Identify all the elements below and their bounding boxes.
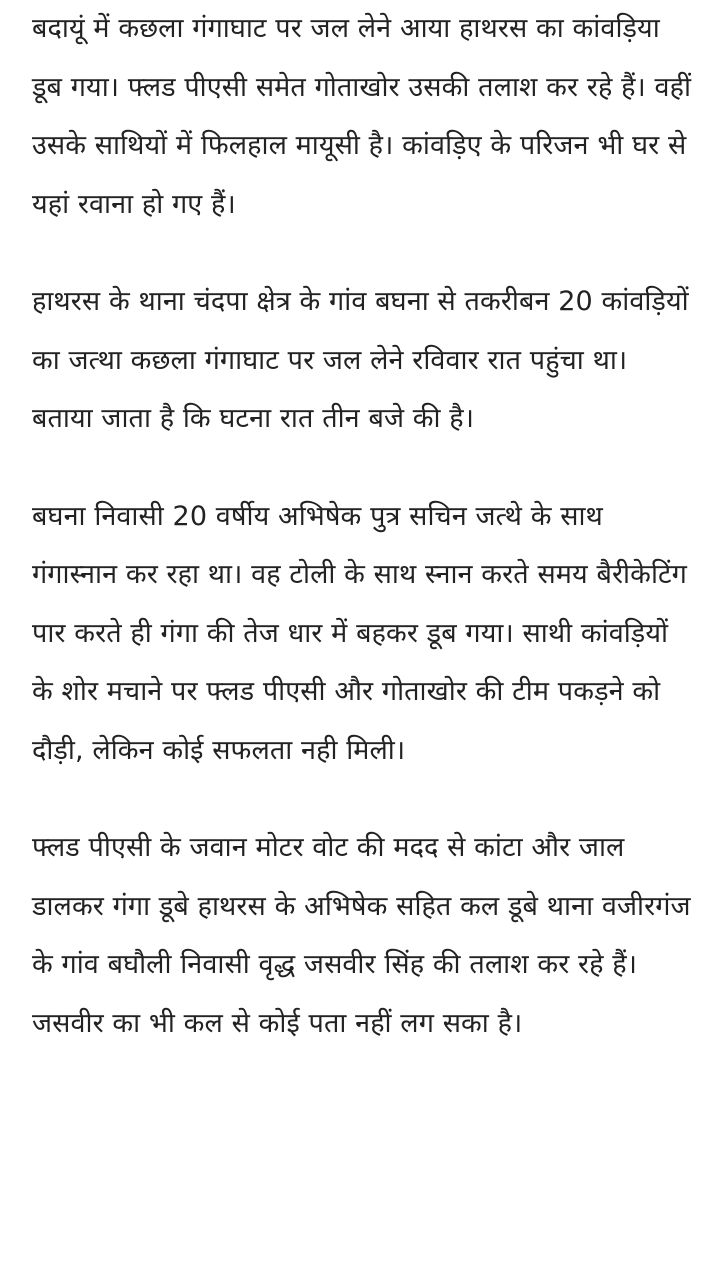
article-paragraph-2: हाथरस के थाना चंदपा क्षेत्र के गांव बघना से तकरीबन 20 कांवड़ियों का जत्था कछला गंगाघाट पर जल लेने रविवार रात पहुंचा था। बताया जाता है कि घटना रात तीन बजे की है। [32,286,689,434]
article-paragraph-4: फ्लड पीएसी के जवान मोटर वोट की मदद से कांटा और जाल डालकर गंगा डूबे हाथरस के अभिषेक सहित कल डूबे थाना वजीरगंज के गांव बघौली निवासी वृद्ध जसवीर सिंह की तलाश कर रहे हैं। जसवीर का भी कल से कोई पता नहीं लग सका है। [32,832,691,1039]
article-paragraph-1: बदायूं में कछला गंगाघाट पर जल लेने आया हाथरस का कांवड़िया डूब गया। फ्लड पीएसी समेत गोताखोर उसकी तलाश कर रहे हैं। वहीं उसके साथियों में फिलहाल मायूसी है। कांवड़िए के परिजन भी घर से यहां रवाना हो गए हैं। [32,13,692,220]
article-body [32,0,696,1053]
article-paragraph-3: बघना निवासी 20 वर्षीय अभिषेक पुत्र सचिन जत्थे के साथ गंगास्नान कर रहा था। वह टोली के साथ स्नान करते समय बैरीकेटिंग पार करते ही गंगा की तेज धार में बहकर डूब गया। साथी कांवड़ियों के शोर मचाने पर फ्लड पीएसी और गोताखोर की टीम पकड़ने को दौड़ी, लेकिन कोई सफलता नही मिली। [32,500,687,766]
